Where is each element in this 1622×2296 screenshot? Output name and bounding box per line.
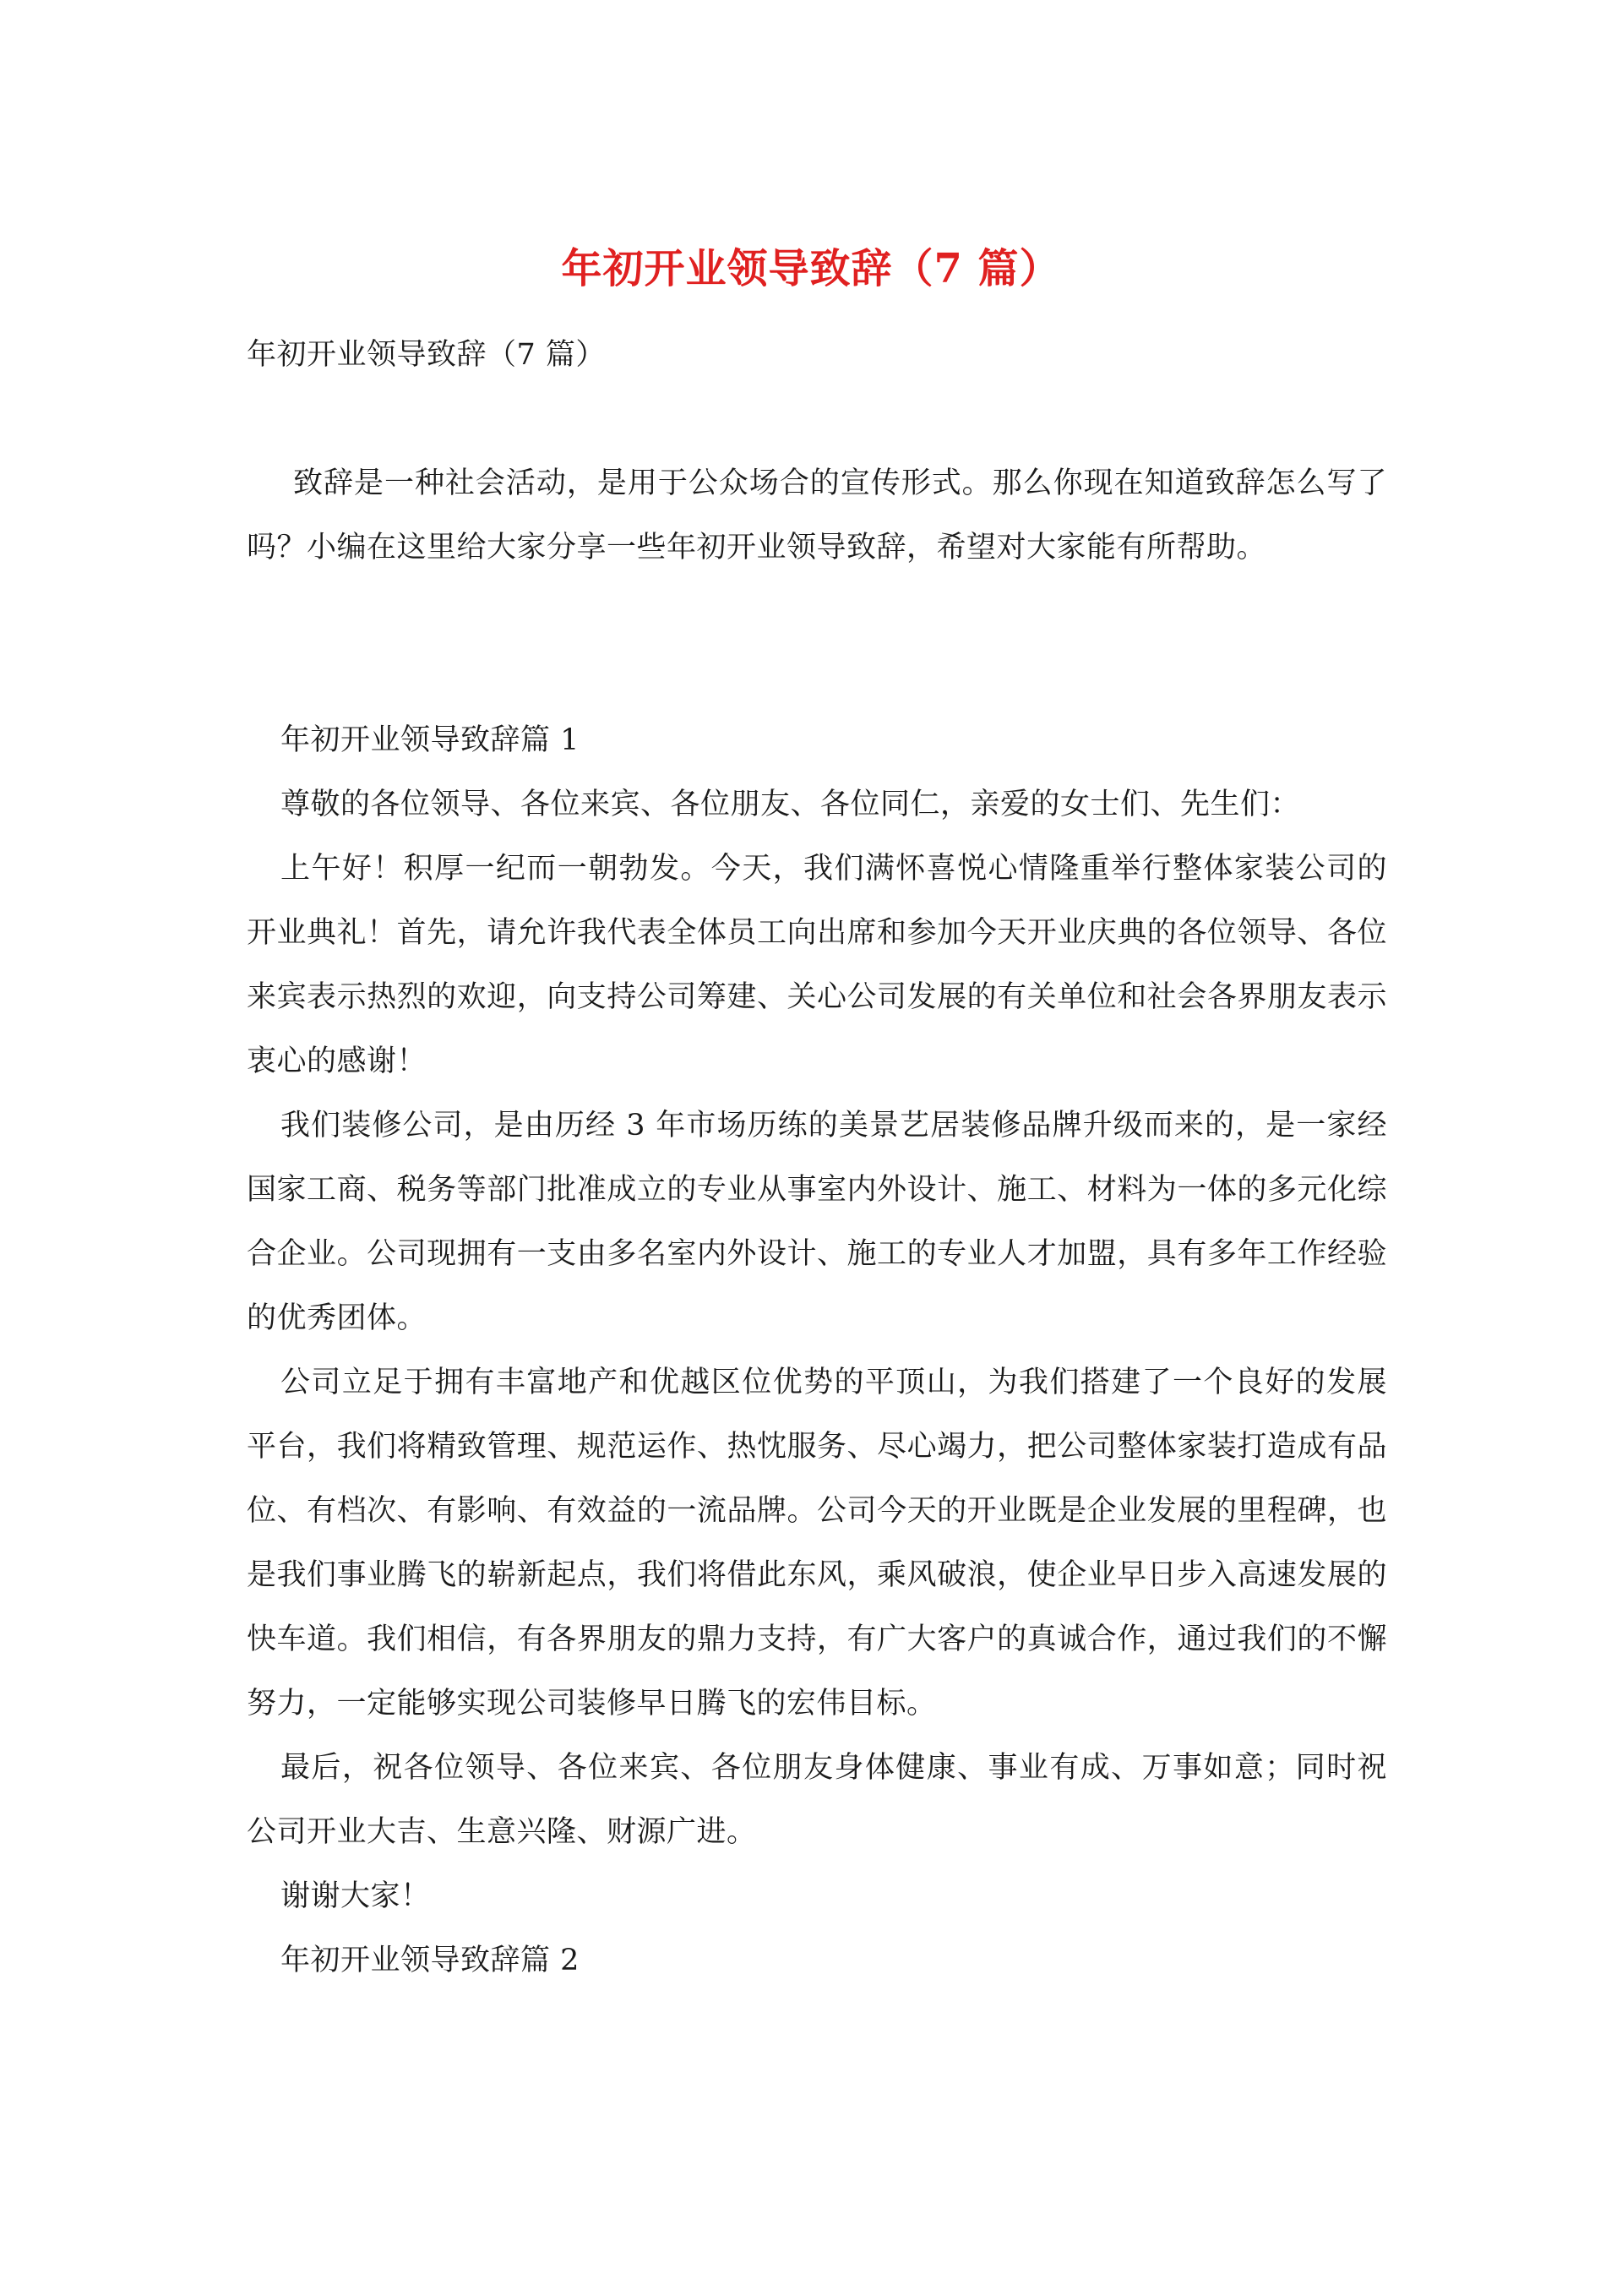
intro-paragraph: 致辞是一种社会活动，是用于公众场合的宣传形式。那么你现在知道致辞怎么写了吗？小编在这里给大家分享一些年初开业领导致辞，希望对大家能有所帮助。 [247,466,1387,564]
body-paragraph: 公司立足于拥有丰富地产和优越区位优势的平顶山，为我们搭建了一个良好的发展平台，我们将精致管理、规范运作、热忱服务、尽心竭力，把公司整体家装打造成有品位、有档次、有影响、有效益的一流品牌。公司今天的开业既是企业发展的里程碑，也是我们事业腾飞的崭新起点，我们将借此东风，乘风破浪，使企业早日步入高速发展的快车道。我们相信，有各界朋友的鼎力支持，有广大客户的真诚合作，通过我们的不懈努力，一定能够实现公司装修早日腾飞的宏伟目标。 [247,1366,1387,1721]
salutation-paragraph: 尊敬的各位领导、各位来宾、各位朋友、各位同仁，亲爱的女士们、先生们： [280,788,1301,821]
body-paragraph: 我们装修公司，是由历经 3 年市场历练的美景艺居装修品牌升级而来的，是一家经国家工商、税务等部门批准成立的专业从事室内外设计、施工、材料为一体的多元化综合企业。公司现拥有一支由多名室内外设计、施工的专业人才加盟，具有多年工作经验的优秀团体。 [247,1109,1387,1335]
section-1 [247,708,1387,1993]
thanks-line: 谢谢大家！ [280,1879,431,1913]
body-paragraph: 上午好！积厚一纪而一朝勃发。今天，我们满怀喜悦心情隆重举行整体家装公司的开业典礼！首先，请允许我代表全体员工向出席和参加今天开业庆典的各位领导、各位来宾表示热烈的欢迎，向支持公司筹建、关心公司发展的有关单位和社会各界朋友表示衷心的感谢！ [247,852,1387,1078]
section-heading: 年初开业领导致辞篇 2 [280,1944,580,1977]
document-subtitle: 年初开业领导致辞（7 篇） [247,338,606,372]
closing-paragraph: 最后，祝各位领导、各位来宾、各位朋友身体健康、事业有成、万事如意；同时祝公司开业大吉、生意兴隆、财源广进。 [247,1751,1387,1849]
document-title: 年初开业领导致辞（7 篇） [561,245,1061,292]
section-heading: 年初开业领导致辞篇 1 [280,723,580,757]
